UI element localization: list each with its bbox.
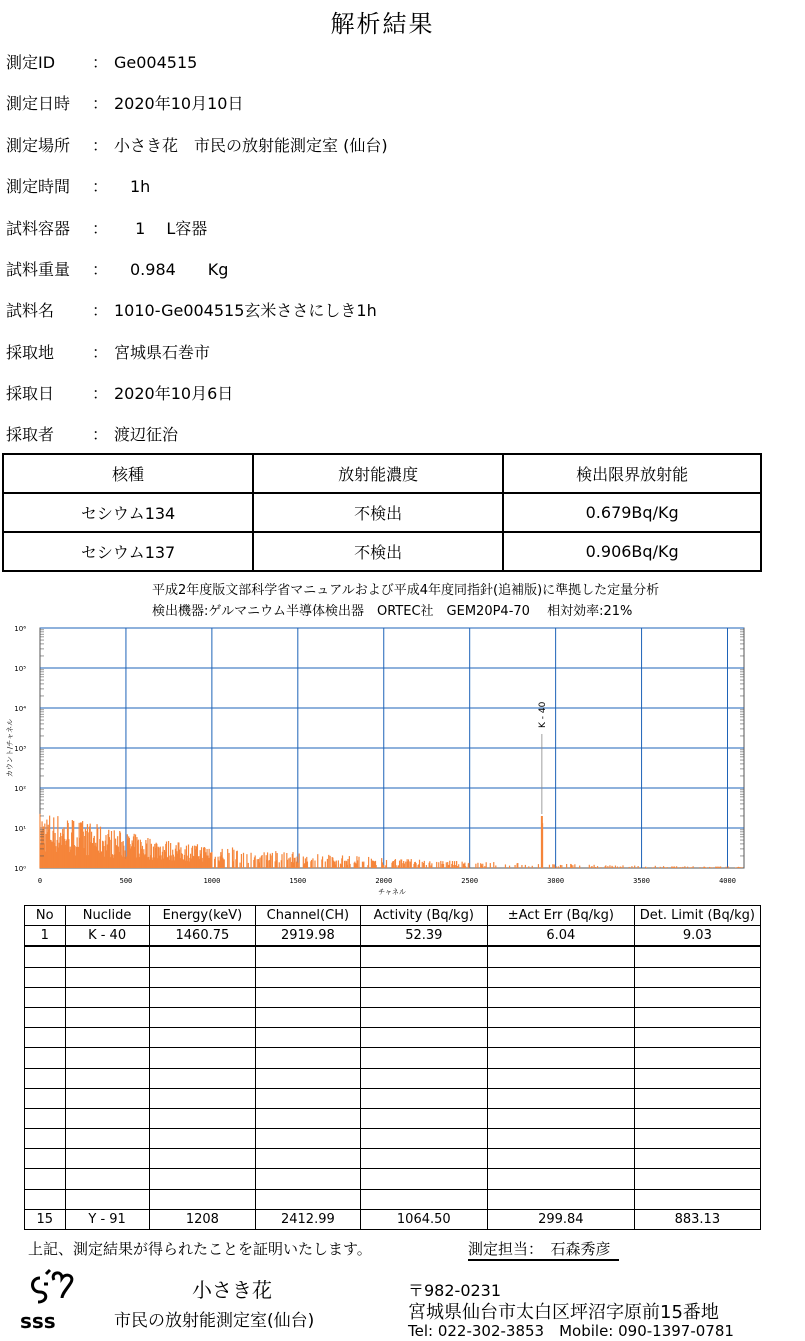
results-empty-row bbox=[25, 1088, 761, 1108]
results-cell bbox=[634, 1149, 760, 1169]
results-cell bbox=[65, 1028, 149, 1048]
results-cell bbox=[487, 1028, 634, 1048]
results-cell bbox=[360, 967, 487, 987]
results-cell bbox=[634, 946, 760, 967]
results-cell bbox=[634, 1108, 760, 1128]
results-cell bbox=[65, 967, 149, 987]
y-tick-label: 10⁶ bbox=[14, 625, 26, 633]
results-cell: 1064.50 bbox=[360, 1209, 487, 1229]
results-cell bbox=[634, 1189, 760, 1209]
results-cell bbox=[634, 987, 760, 1007]
info-row bbox=[6, 422, 178, 445]
x-tick-label: 0 bbox=[37, 877, 43, 885]
info-row bbox=[6, 50, 197, 73]
results-cell bbox=[634, 1007, 760, 1027]
results-cell bbox=[25, 1088, 66, 1108]
results-cell bbox=[487, 946, 634, 967]
results-cell: Activity (Bq/kg) bbox=[360, 906, 487, 926]
info-value: 1h bbox=[114, 177, 151, 196]
results-cell bbox=[487, 1189, 634, 1209]
gamma-spectrum-chart bbox=[2, 618, 802, 900]
results-cell: 15 bbox=[25, 1209, 66, 1229]
results-cell: Nuclide bbox=[65, 906, 149, 926]
y-tick-label: 10¹ bbox=[14, 825, 26, 833]
results-cell bbox=[25, 967, 66, 987]
info-value: 渡辺征治 bbox=[114, 425, 179, 444]
results-cell bbox=[256, 967, 361, 987]
address: 宮城県仙台市太白区坪沼字原前15番地 bbox=[408, 1302, 719, 1323]
results-cell bbox=[360, 1068, 487, 1088]
results-empty-row bbox=[25, 1189, 761, 1209]
info-row bbox=[6, 381, 233, 404]
y-tick-label: 10² bbox=[14, 785, 26, 793]
info-separator: ： bbox=[92, 53, 109, 72]
results-cell bbox=[487, 987, 634, 1007]
results-cell bbox=[149, 1007, 255, 1027]
results-empty-row bbox=[25, 1149, 761, 1169]
summary-row-cs137 bbox=[3, 532, 761, 571]
method-note: 平成2年度版文部科学省マニュアルおよび平成4年度同指針(追補版)に準拠した定量分析 bbox=[152, 583, 660, 598]
cell-detection-limit: 0.906Bq/Kg bbox=[503, 532, 761, 571]
info-value: 0.984 Kg bbox=[114, 260, 229, 279]
results-cell: Y - 91 bbox=[65, 1209, 149, 1229]
results-cell bbox=[487, 1129, 634, 1149]
results-cell bbox=[256, 1149, 361, 1169]
y-tick-label: 10⁰ bbox=[14, 865, 26, 873]
x-tick-label: 500 bbox=[119, 877, 133, 885]
results-cell bbox=[634, 1068, 760, 1088]
results-cell bbox=[256, 1068, 361, 1088]
results-cell bbox=[487, 1048, 634, 1068]
nuclide-summary-table bbox=[2, 453, 762, 572]
results-cell bbox=[256, 1169, 361, 1189]
info-separator: ： bbox=[92, 301, 109, 320]
cell-nuclide: セシウム137 bbox=[3, 532, 253, 571]
results-cell bbox=[256, 1007, 361, 1027]
info-value: 2020年10月6日 bbox=[114, 384, 234, 403]
results-empty-row bbox=[25, 987, 761, 1007]
results-cell bbox=[256, 1129, 361, 1149]
cell-detection-limit: 0.679Bq/Kg bbox=[503, 493, 761, 532]
info-row bbox=[6, 91, 243, 114]
instrument-note: 検出機器:ゲルマニウム半導体検出器 ORTEC社 GEM20P4-70 相対効率:21% bbox=[152, 604, 633, 619]
results-cell: 9.03 bbox=[634, 926, 760, 947]
info-separator: ： bbox=[92, 425, 109, 444]
info-row bbox=[6, 133, 388, 156]
x-tick-label: 2000 bbox=[375, 877, 393, 885]
info-label: 採取日 bbox=[6, 384, 55, 403]
info-label: 試料重量 bbox=[6, 260, 71, 279]
info-separator: ： bbox=[92, 136, 109, 155]
results-empty-row bbox=[25, 1129, 761, 1149]
results-row bbox=[25, 1209, 761, 1229]
info-value: 1010-Ge004515玄米ささにしき1h bbox=[114, 301, 377, 320]
info-label: 測定ID bbox=[6, 53, 56, 72]
results-cell bbox=[487, 1169, 634, 1189]
results-empty-row bbox=[25, 1007, 761, 1027]
x-tick-label: 4000 bbox=[719, 877, 736, 885]
results-cell: 883.13 bbox=[634, 1209, 760, 1229]
results-cell bbox=[634, 1169, 760, 1189]
results-cell bbox=[25, 1169, 66, 1189]
results-cell: 2919.98 bbox=[256, 926, 361, 947]
results-cell bbox=[25, 1189, 66, 1209]
results-cell bbox=[65, 1088, 149, 1108]
results-cell: Channel(CH) bbox=[256, 906, 361, 926]
y-tick-label: 10⁵ bbox=[14, 665, 26, 673]
results-empty-row bbox=[25, 1068, 761, 1088]
results-cell bbox=[487, 1088, 634, 1108]
results-cell bbox=[360, 1048, 487, 1068]
results-cell: 52.39 bbox=[360, 926, 487, 947]
org-name: 小さき花 bbox=[192, 1278, 272, 1302]
results-cell: Energy(keV) bbox=[149, 906, 255, 926]
results-cell bbox=[149, 1028, 255, 1048]
results-cell bbox=[25, 1129, 66, 1149]
results-cell: 1208 bbox=[149, 1209, 255, 1229]
results-cell: ±Act Err (Bq/kg) bbox=[487, 906, 634, 926]
results-cell bbox=[256, 1028, 361, 1048]
results-row bbox=[25, 926, 761, 947]
results-cell bbox=[256, 987, 361, 1007]
results-cell: 299.84 bbox=[487, 1209, 634, 1229]
results-empty-row bbox=[25, 1028, 761, 1048]
info-label: 測定日時 bbox=[6, 94, 71, 113]
info-separator: ： bbox=[92, 219, 109, 238]
results-cell bbox=[487, 967, 634, 987]
header-concentration: 放射能濃度 bbox=[253, 454, 503, 493]
results-cell bbox=[149, 967, 255, 987]
info-separator: ： bbox=[92, 260, 109, 279]
results-cell bbox=[360, 1108, 487, 1128]
x-axis-label: チャネル bbox=[378, 888, 406, 896]
results-cell bbox=[487, 1108, 634, 1128]
results-cell bbox=[25, 1048, 66, 1068]
info-row bbox=[6, 340, 210, 363]
results-cell bbox=[65, 1129, 149, 1149]
results-cell bbox=[65, 1108, 149, 1128]
results-cell bbox=[149, 1048, 255, 1068]
results-cell bbox=[25, 987, 66, 1007]
results-cell bbox=[65, 1149, 149, 1169]
results-cell bbox=[149, 1108, 255, 1128]
results-cell bbox=[65, 1007, 149, 1027]
results-cell bbox=[149, 1088, 255, 1108]
results-cell bbox=[360, 1169, 487, 1189]
results-empty-row bbox=[25, 1108, 761, 1128]
x-tick-label: 3500 bbox=[633, 877, 650, 885]
info-separator: ： bbox=[92, 177, 109, 196]
results-cell bbox=[634, 1048, 760, 1068]
org-subtitle: 市民の放射能測定室(仙台) bbox=[114, 1311, 315, 1331]
header-detection-limit: 検出限界放射能 bbox=[503, 454, 761, 493]
x-tick-label: 3000 bbox=[547, 877, 565, 885]
results-cell bbox=[149, 1189, 255, 1209]
results-cell bbox=[360, 1149, 487, 1169]
info-separator: ： bbox=[92, 343, 109, 362]
page-title: 解析結果 bbox=[330, 10, 435, 38]
results-cell bbox=[65, 987, 149, 1007]
info-label: 試料名 bbox=[6, 301, 55, 320]
info-separator: ： bbox=[92, 384, 109, 403]
results-empty-row bbox=[25, 1048, 761, 1068]
x-tick-label: 1500 bbox=[289, 877, 307, 885]
results-cell: 2412.99 bbox=[256, 1209, 361, 1229]
results-cell: 6.04 bbox=[487, 926, 634, 947]
contact-info: Tel: 022-302-3853 Mobile: 090-1397-0781 bbox=[408, 1322, 734, 1340]
certification-statement: 上記、測定結果が得られたことを証明いたします。 bbox=[28, 1240, 372, 1258]
results-cell bbox=[25, 1068, 66, 1088]
results-cell: Det. Limit (Bq/kg) bbox=[634, 906, 760, 926]
info-value: 2020年10月10日 bbox=[114, 94, 244, 113]
results-cell bbox=[634, 1028, 760, 1048]
results-cell bbox=[25, 946, 66, 967]
results-cell: 1 bbox=[25, 926, 66, 947]
results-cell: No bbox=[25, 906, 66, 926]
results-cell bbox=[634, 967, 760, 987]
cell-nuclide: セシウム134 bbox=[3, 493, 253, 532]
results-cell bbox=[360, 987, 487, 1007]
flower-logo-icon bbox=[18, 1268, 80, 1336]
results-cell bbox=[25, 1028, 66, 1048]
summary-row-cs134 bbox=[3, 493, 761, 532]
results-cell bbox=[149, 1149, 255, 1169]
results-cell bbox=[65, 1169, 149, 1189]
postal-code: 〒982-0231 bbox=[408, 1281, 502, 1300]
results-empty-row bbox=[25, 967, 761, 987]
results-header-row bbox=[25, 906, 761, 926]
info-row bbox=[6, 216, 207, 239]
summary-header-row bbox=[3, 454, 761, 493]
info-label: 測定場所 bbox=[6, 136, 71, 155]
results-cell bbox=[149, 1129, 255, 1149]
results-cell bbox=[360, 1007, 487, 1027]
results-cell bbox=[256, 1088, 361, 1108]
cell-concentration: 不検出 bbox=[253, 493, 503, 532]
results-cell bbox=[149, 1169, 255, 1189]
info-value: 小さき花 市民の放射能測定室 (仙台) bbox=[114, 136, 388, 155]
results-cell bbox=[256, 946, 361, 967]
results-cell bbox=[65, 1189, 149, 1209]
results-cell bbox=[360, 1189, 487, 1209]
results-cell bbox=[25, 1007, 66, 1027]
y-axis-label: カウント/チャネル bbox=[6, 718, 14, 778]
results-table bbox=[24, 905, 761, 1230]
info-label: 採取地 bbox=[6, 343, 55, 362]
info-value: 1 L容器 bbox=[114, 219, 208, 238]
results-cell bbox=[256, 1108, 361, 1128]
results-cell bbox=[65, 946, 149, 967]
info-label: 採取者 bbox=[6, 425, 55, 444]
info-value: 宮城県石巻市 bbox=[114, 343, 211, 362]
results-cell bbox=[634, 1129, 760, 1149]
header-nuclide: 核種 bbox=[3, 454, 253, 493]
results-cell bbox=[487, 1007, 634, 1027]
results-cell bbox=[360, 1028, 487, 1048]
info-value: Ge004515 bbox=[114, 53, 198, 72]
results-cell bbox=[487, 1149, 634, 1169]
info-separator: ： bbox=[92, 94, 109, 113]
results-cell bbox=[65, 1068, 149, 1088]
results-cell bbox=[360, 1129, 487, 1149]
y-tick-label: 10⁴ bbox=[14, 705, 26, 713]
responsible-person: 測定担当： 石森秀彦 bbox=[468, 1238, 619, 1261]
results-empty-row bbox=[25, 1169, 761, 1189]
results-cell bbox=[25, 1108, 66, 1128]
x-tick-label: 1000 bbox=[203, 877, 221, 885]
results-cell bbox=[256, 1189, 361, 1209]
results-cell bbox=[25, 1149, 66, 1169]
y-tick-label: 10³ bbox=[14, 745, 26, 753]
x-tick-label: 2500 bbox=[461, 877, 479, 885]
info-row bbox=[6, 298, 377, 321]
results-cell bbox=[149, 946, 255, 967]
results-cell bbox=[360, 946, 487, 967]
results-cell bbox=[487, 1068, 634, 1088]
results-cell bbox=[634, 1088, 760, 1108]
cell-concentration: 不検出 bbox=[253, 532, 503, 571]
results-cell bbox=[256, 1048, 361, 1068]
results-cell: K - 40 bbox=[65, 926, 149, 947]
results-cell bbox=[65, 1048, 149, 1068]
svg-text:sss: sss bbox=[20, 1309, 56, 1333]
k40-annotation-label: K - 40 bbox=[537, 701, 548, 728]
results-cell bbox=[149, 987, 255, 1007]
results-cell: 1460.75 bbox=[149, 926, 255, 947]
info-label: 測定時間 bbox=[6, 177, 71, 196]
results-cell bbox=[149, 1068, 255, 1088]
info-row bbox=[6, 174, 150, 197]
info-row bbox=[6, 257, 228, 280]
info-label: 試料容器 bbox=[6, 219, 71, 238]
results-empty-row bbox=[25, 946, 761, 967]
results-cell bbox=[360, 1088, 487, 1108]
